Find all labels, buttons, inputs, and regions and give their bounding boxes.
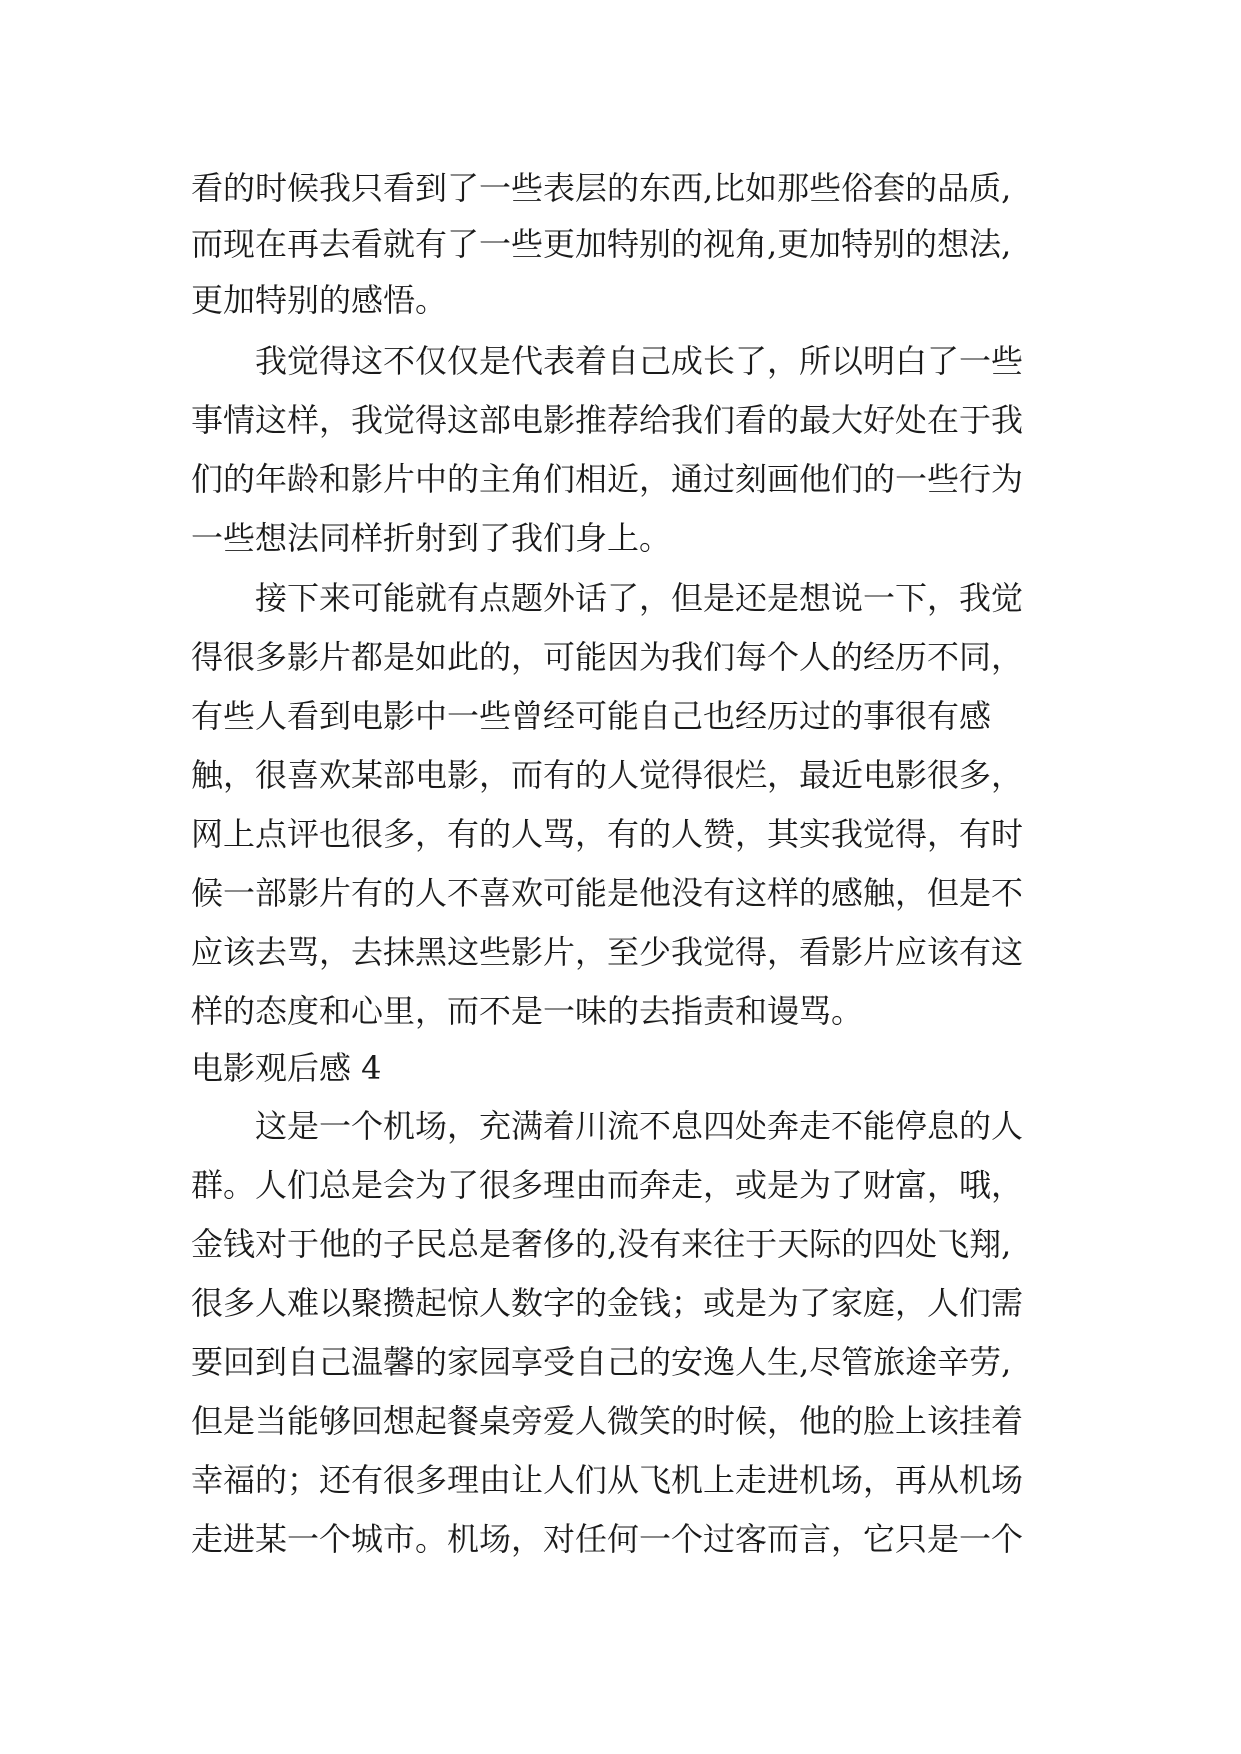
text-line: 而现在再去看就有了一些更加特别的视角,更加特别的想法, — [191, 225, 1012, 263]
text-line: 看的时候我只看到了一些表层的东西,比如那些俗套的品质, — [191, 169, 1012, 207]
text-line: 走进某一个城市。机场，对任何一个过客而言，它只是一个 — [191, 1520, 1024, 1558]
text-line: 金钱对于他的子民总是奢侈的,没有来往于天际的四处飞翔, — [191, 1225, 1012, 1263]
paragraph-first-line: 接下来可能就有点题外话了，但是还是想说一下，我觉 — [255, 579, 1024, 617]
text-line: 很多人难以聚攒起惊人数字的金钱；或是为了家庭，人们需 — [191, 1284, 1024, 1322]
text-line: 但是当能够回想起餐桌旁爱人微笑的时候，他的脸上该挂着 — [191, 1402, 1024, 1440]
section-heading: 电影观后感 4 — [191, 1049, 382, 1087]
text-line: 应该去骂，去抹黑这些影片，至少我觉得，看影片应该有这 — [191, 933, 1024, 971]
text-line: 事情这样，我觉得这部电影推荐给我们看的最大好处在于我 — [191, 401, 1024, 439]
paragraph-first-line: 我觉得这不仅仅是代表着自己成长了，所以明白了一些 — [255, 342, 1024, 380]
text-line: 们的年龄和影片中的主角们相近，通过刻画他们的一些行为 — [191, 460, 1024, 498]
text-line: 样的态度和心里，而不是一味的去指责和谩骂。 — [191, 992, 864, 1030]
text-line: 触，很喜欢某部电影，而有的人觉得很烂，最近电影很多， — [191, 756, 1024, 794]
paragraph-first-line: 这是一个机场，充满着川流不息四处奔走不能停息的人 — [255, 1107, 1024, 1145]
text-line: 候一部影片有的人不喜欢可能是他没有这样的感触，但是不 — [191, 874, 1024, 912]
text-line: 一些想法同样折射到了我们身上。 — [191, 519, 672, 557]
text-line: 得很多影片都是如此的，可能因为我们每个人的经历不同， — [191, 638, 1024, 676]
text-line: 有些人看到电影中一些曾经可能自己也经历过的事很有感 — [191, 697, 992, 735]
text-line: 网上点评也很多，有的人骂，有的人赞，其实我觉得，有时 — [191, 815, 1024, 853]
text-line: 更加特别的感悟。 — [191, 281, 448, 319]
text-line: 幸福的；还有很多理由让人们从飞机上走进机场，再从机场 — [191, 1461, 1024, 1499]
text-line: 要回到自己温馨的家园享受自己的安逸人生,尽管旅途辛劳, — [191, 1343, 1012, 1381]
text-line: 群。人们总是会为了很多理由而奔走，或是为了财富，哦， — [191, 1166, 1024, 1204]
